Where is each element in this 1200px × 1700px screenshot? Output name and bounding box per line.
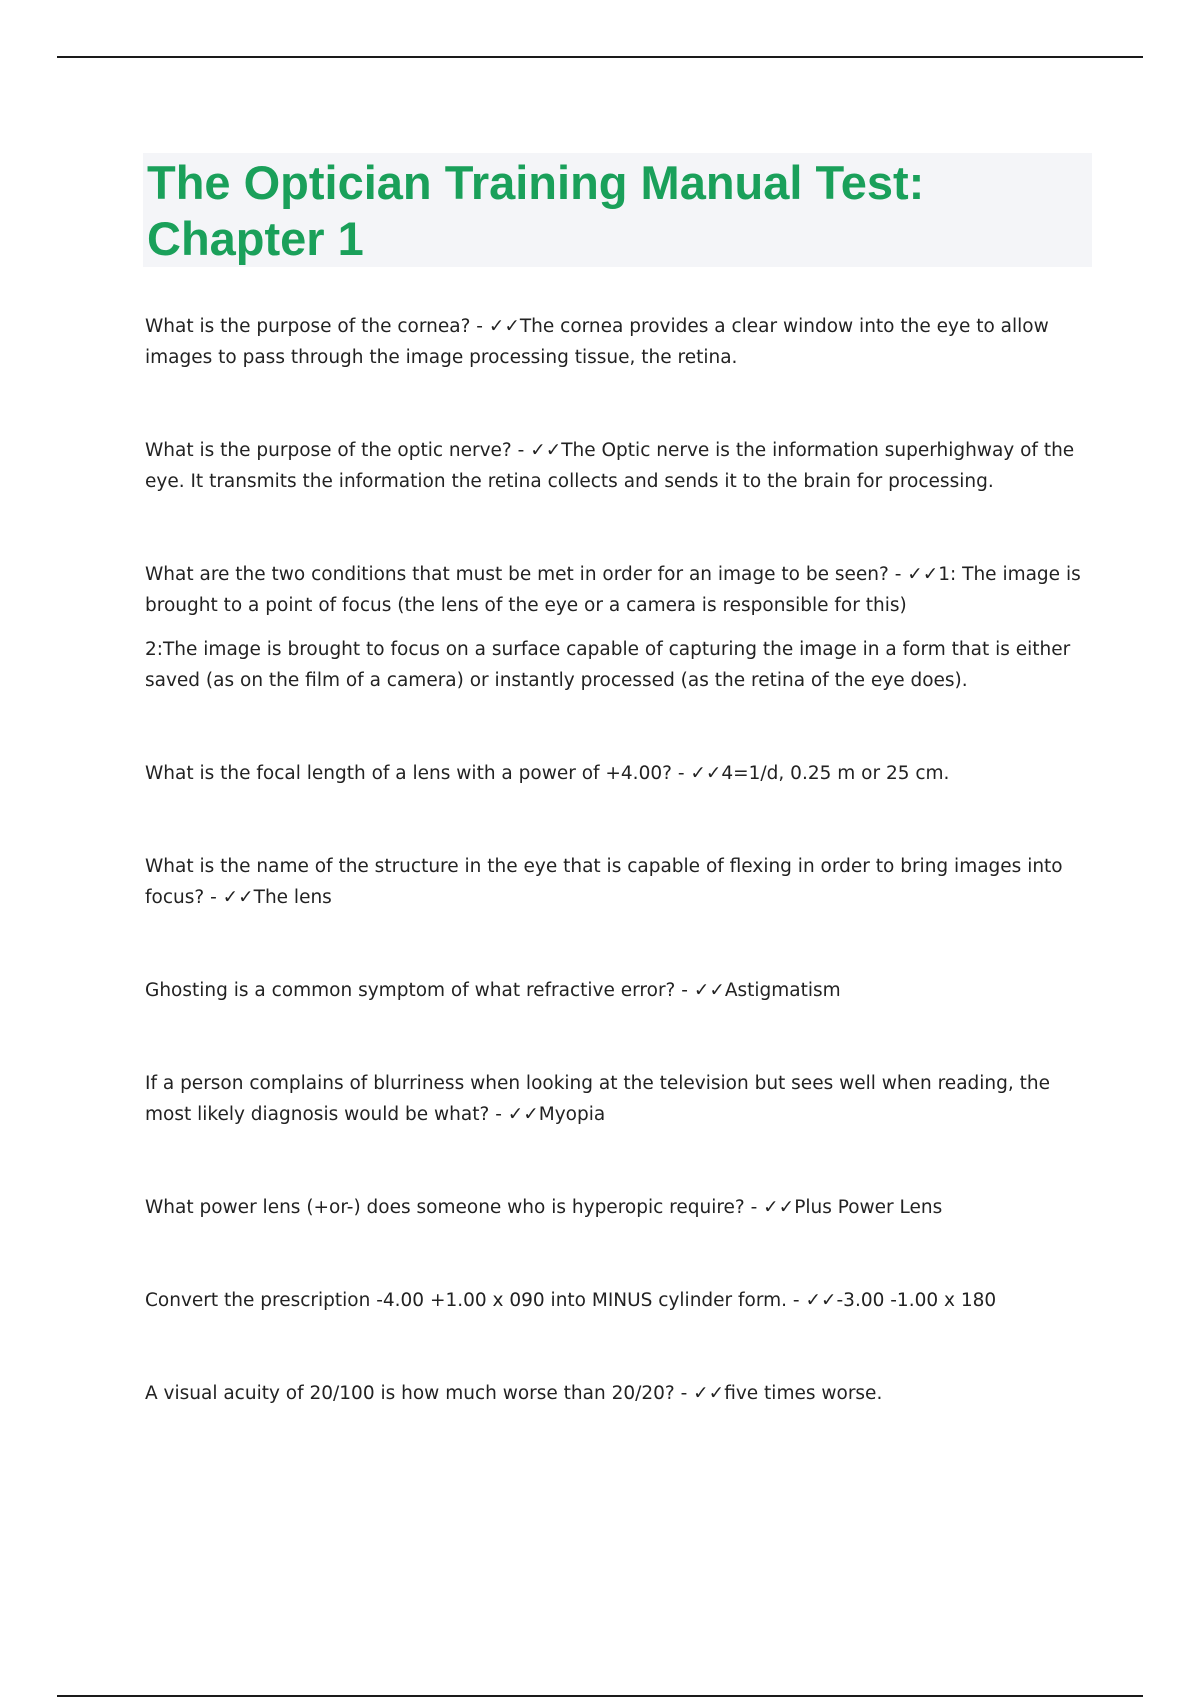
- double-check-icon: ✓✓: [690, 763, 722, 784]
- answer-continuation: 2:The image is brought to focus on a surface capable of capturing the image in a form that is either saved (as on the film of a camera) or instantly processed (as the retina of the eye does).: [145, 639, 1071, 691]
- answer-text: 4=1/d, 0.25 m or 25 cm.: [721, 763, 950, 784]
- qa-paragraph: [145, 1378, 1095, 1409]
- qa-item: [145, 311, 1095, 373]
- separator-text: -: [787, 1290, 806, 1311]
- answer-text: The lens: [253, 887, 332, 908]
- qa-item: [145, 1285, 1095, 1316]
- answer-text: The cornea provides a clear window into the eye to allow images to pass through the image processing tissue, the retina.: [145, 316, 1049, 368]
- question-text: Convert the prescription -4.00 +1.00 x 090 into MINUS cylinder form.: [145, 1290, 788, 1311]
- question-text: What is the focal length of a lens with a power of +4.00?: [145, 763, 672, 784]
- question-text: What power lens (+or-) does someone who is hyperopic require?: [145, 1197, 745, 1218]
- question-text: What are the two conditions that must be met in order for an image to be seen?: [145, 564, 889, 585]
- answer-text: 1: The image is brought to a point of focus (the lens of the eye or a camera is responsible for this): [145, 564, 1081, 616]
- answer-text: Myopia: [538, 1104, 606, 1125]
- qa-paragraph: [145, 851, 1095, 913]
- qa-paragraph: [145, 1192, 1095, 1223]
- separator-text: -: [671, 763, 691, 784]
- question-text: A visual acuity of 20/100 is how much worse than 20/20?: [145, 1383, 675, 1404]
- separator-text: -: [674, 1383, 694, 1404]
- double-check-icon: ✓✓: [907, 564, 939, 585]
- qa-paragraph: [145, 311, 1095, 373]
- qa-item: [145, 1192, 1095, 1223]
- double-check-icon: ✓✓: [805, 1290, 837, 1311]
- separator-text: -: [511, 440, 531, 461]
- answer-text: Astigmatism: [724, 980, 841, 1001]
- double-check-icon: ✓✓: [488, 316, 520, 337]
- question-text: What is the name of the structure in the eye that is capable of flexing in order to bring images into focus?: [145, 856, 1063, 908]
- double-check-icon: ✓✓: [693, 980, 725, 1001]
- double-check-icon: ✓✓: [222, 887, 254, 908]
- separator-text: -: [888, 564, 908, 585]
- qa-paragraph: [145, 975, 1095, 1006]
- qa-paragraph: [145, 758, 1095, 789]
- double-check-icon: ✓✓: [507, 1104, 539, 1125]
- question-text: What is the purpose of the cornea?: [145, 316, 471, 337]
- answer-text: five times worse.: [724, 1383, 883, 1404]
- document-title: [147, 155, 1088, 267]
- separator-text: -: [675, 980, 694, 1001]
- question-text: If a person complains of blurriness when looking at the television but sees well when reading, the most likely diagnosis would be what?: [145, 1073, 1051, 1125]
- double-check-icon: ✓✓: [530, 440, 562, 461]
- qa-paragraph: [145, 1068, 1095, 1130]
- qa-item: [145, 435, 1095, 497]
- qa-paragraph: [145, 559, 1095, 621]
- separator-text: -: [204, 887, 223, 908]
- qa-item: [145, 975, 1095, 1006]
- title-block: [143, 153, 1092, 267]
- double-check-icon: ✓✓: [763, 1197, 795, 1218]
- qa-paragraph: [145, 1285, 1095, 1316]
- answer-text: Plus Power Lens: [794, 1197, 943, 1218]
- qa-list: [145, 311, 1095, 1471]
- title-line-1: The Optician Training Manual Test:: [147, 156, 925, 209]
- top-rule: [57, 56, 1143, 58]
- answer-text: -3.00 -1.00 x 180: [836, 1290, 997, 1311]
- double-check-icon: ✓✓: [693, 1383, 725, 1404]
- separator-text: -: [470, 316, 489, 337]
- separator-text: -: [489, 1104, 508, 1125]
- qa-item: [145, 1068, 1095, 1130]
- answer-text: The Optic nerve is the information superhighway of the eye. It transmits the information the retina collects and sends it to the brain for processing.: [145, 440, 1075, 492]
- qa-item: [145, 758, 1095, 789]
- qa-item: [145, 1378, 1095, 1409]
- separator-text: -: [744, 1197, 764, 1218]
- qa-item: [145, 559, 1095, 696]
- title-line-2: Chapter 1: [147, 212, 364, 265]
- question-text: Ghosting is a common symptom of what refractive error?: [145, 980, 676, 1001]
- question-text: What is the purpose of the optic nerve?: [145, 440, 512, 461]
- qa-item: [145, 851, 1095, 913]
- qa-paragraph: [145, 435, 1095, 497]
- bottom-rule: [57, 1695, 1143, 1697]
